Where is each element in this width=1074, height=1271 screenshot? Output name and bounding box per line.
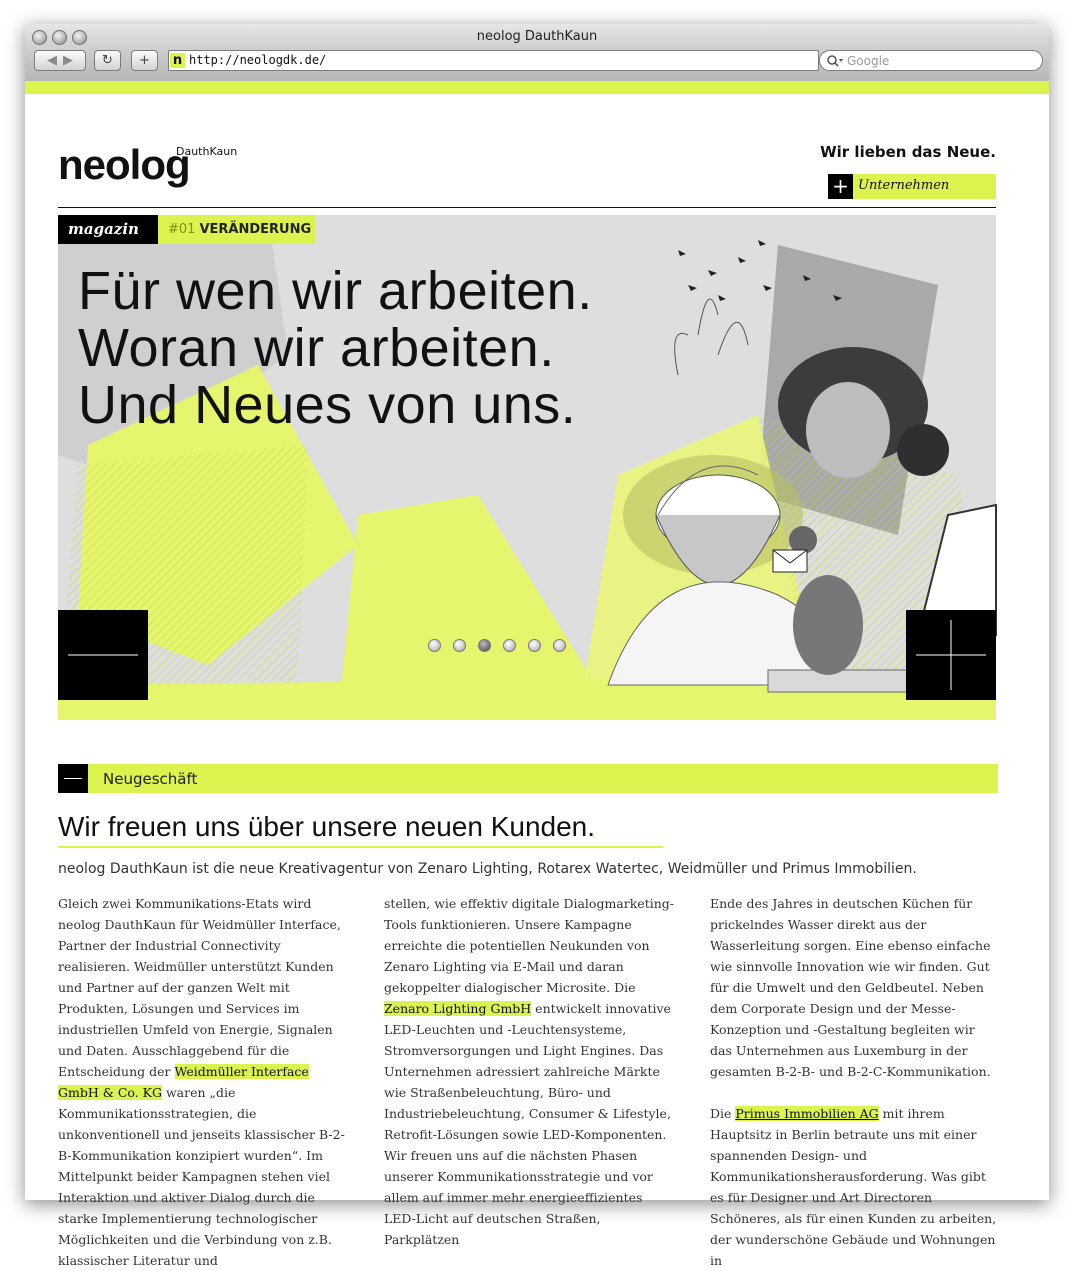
browser-window	[25, 24, 1049, 1268]
window-title: neolog DauthKaun	[476, 29, 598, 44]
site-logo-subtitle: DauthKaun	[176, 145, 238, 158]
slider-dot[interactable]	[453, 639, 466, 652]
article-column-2	[384, 893, 674, 1250]
headline-line: Woran wir arbeiten.	[78, 318, 555, 378]
article-column-1	[58, 893, 348, 1271]
slider-dot[interactable]	[428, 639, 441, 652]
forward-icon[interactable]: ▶	[63, 53, 73, 68]
slider-dot[interactable]	[503, 639, 516, 652]
site-tagline: Wir lieben das Neue.	[820, 143, 996, 161]
text: entwickelt innovative LED-Leuchten und -Leuchtensysteme, Stromversorgungen und Light Engines. Das Unternehmen adressiert zahlreiche Märkte wie Straßenbeleuchtung, Büro- und Industriebeleuchtung, Consumer & Lifestyle, Retrofit-Lösungen sowie LED-Komponenten. Wir freuen uns auf die nächsten Phasen unserer Kommunikationsstrategie und vor allem auf immer mehr energieeffizientes LED-Licht auf deutschen Straßen, Parkplätzen	[384, 1001, 671, 1247]
slider-dot[interactable]	[478, 639, 491, 652]
search-field[interactable]	[819, 50, 1043, 71]
plus-icon: +	[828, 174, 853, 199]
add-bookmark-button[interactable]: +	[131, 50, 158, 71]
hero-headline	[78, 263, 593, 434]
site-logo[interactable]: neolog	[58, 141, 190, 188]
issue-tab[interactable]	[158, 215, 315, 244]
search-icon	[826, 54, 844, 68]
nav-unternehmen-label: Unternehmen	[858, 178, 950, 193]
client-link[interactable]: Primus Immobilien AG	[735, 1106, 879, 1121]
minus-icon	[58, 610, 148, 700]
section-bar[interactable]	[58, 764, 998, 793]
collapse-icon[interactable]	[58, 764, 88, 793]
browser-titlebar	[25, 24, 1049, 82]
client-link[interactable]: Weidmüller Interface GmbH & Co. KG	[58, 1064, 309, 1100]
back-forward-buttons[interactable]	[34, 50, 86, 71]
hero-slider	[58, 215, 996, 720]
url-text[interactable]: http://neologdk.de/	[189, 53, 327, 67]
search-placeholder: Google	[847, 54, 890, 68]
paragraph: Ende des Jahres in deutschen Küchen für prickelndes Wasser direkt aus der Wasserleitung sorgen. Eine ebenso einfache wie sinnvolle Innovation wie wir finden. Gut für die Umwelt und den Geldbeutel. Neben dem Corporate Design und der Messe-Konzeption und -Gestaltung begleiten wir das Unternehmen aus Luxemburg in der gesamten B-2-B- und B-2-C-Kommunikation.	[710, 896, 991, 1079]
text: Die	[710, 1106, 736, 1121]
paragraph	[58, 893, 348, 1271]
article-lead: neolog DauthKaun ist die neue Kreativagentur von Zenaro Lighting, Rotarex Watertec, Weidmüller und Primus Immobilien.	[58, 861, 917, 877]
issue-number: #01	[168, 222, 196, 237]
headline-line: Für wen wir arbeiten.	[78, 261, 593, 321]
headline-line: Und Neues von uns.	[78, 375, 577, 435]
client-link[interactable]: Zenaro Lighting GmbH	[384, 1001, 532, 1016]
title-underline	[58, 846, 663, 848]
slider-prev-button[interactable]	[58, 610, 148, 700]
nav-unternehmen[interactable]	[828, 174, 996, 199]
text: waren „die Kommunikationsstrategien, die unkonventionell und jenseits klassischer B-2-B-Kommunikation konzipiert wurden“. Im Mittelpunkt beider Kampagnen stehen viel Interaktion und aktiver Dialog durch die starke Implementierung technologischer Möglichkeiten und die Verbindung von z.B. klassischer Literatur und	[58, 1085, 345, 1268]
text: Gleich zwei Kommunikations-Etats wird neolog DauthKaun für Weidmüller Interface, Partner der Industrial Connectivity realisieren. Weidmüller unterstützt Kunden und Partner auf der ganzen Welt mit Produkten, Lösungen und Services im industriellen Umfeld von Energie, Signalen und Daten. Ausschlaggebend für die Entscheidung der	[58, 896, 341, 1079]
address-bar[interactable]	[168, 50, 819, 71]
favicon-icon: n	[170, 53, 185, 68]
reload-button[interactable]: ↻	[94, 50, 121, 71]
issue-title: VERÄNDERUNG	[199, 222, 312, 237]
magazin-tab[interactable]: magazin	[58, 215, 158, 244]
slider-dot[interactable]	[553, 639, 566, 652]
header-divider	[58, 207, 996, 208]
text: stellen, wie effektiv digitale Dialogmarketing-Tools funktionieren. Unsere Kampagne erreichte die potentiellen Neukunden von Zenaro Lighting via E-Mail und daran gekoppelter dialogischer Microsite. Die	[384, 896, 674, 995]
plus-icon	[906, 610, 996, 700]
paragraph	[710, 1103, 1000, 1271]
accent-strip	[25, 81, 1049, 94]
section-label: Neugeschäft	[103, 770, 198, 788]
paragraph	[384, 893, 674, 1250]
article-title: Wir freuen uns über unsere neuen Kunden.	[58, 811, 596, 842]
slider-next-button[interactable]	[906, 610, 996, 700]
slider-dot[interactable]	[528, 639, 541, 652]
text: mit ihrem Hauptsitz in Berlin betraute uns mit einer spannenden Design- und Kommunikationsherausforderung. Was gibt es für Designer und Art Directoren Schöneres, als für einen Kunden zu arbeiten, der wunderschöne Gebäude und Wohnungen in	[710, 1106, 997, 1268]
article-column-3	[710, 893, 1000, 1271]
back-icon[interactable]: ◀	[47, 53, 57, 68]
